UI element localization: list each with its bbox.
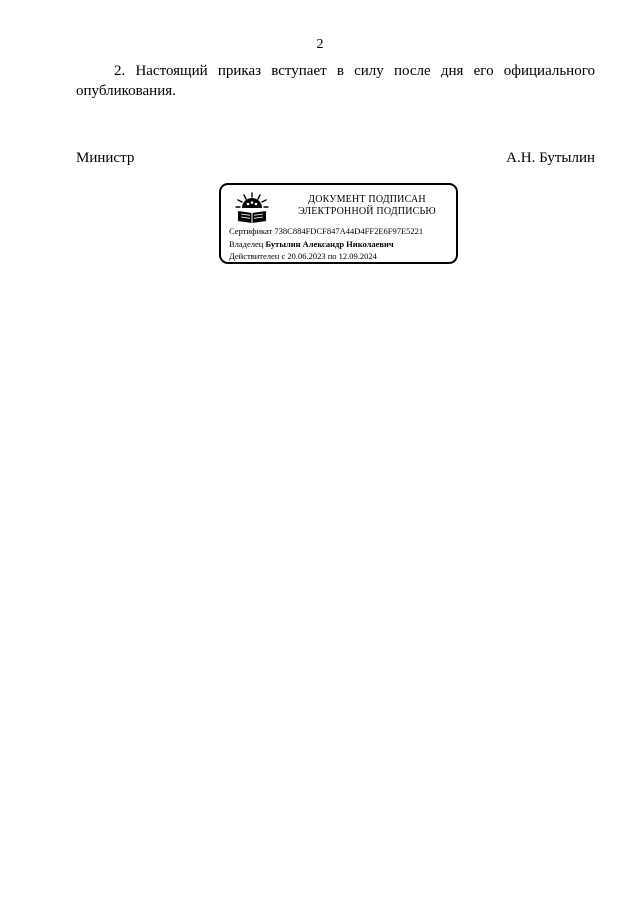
validity-to-word: по	[327, 251, 337, 261]
validity-from-word: с	[281, 251, 286, 261]
certificate-line	[229, 226, 454, 236]
certificate-value: 738C884FDCF847A44D4FF2E6F97E5221	[274, 226, 424, 236]
owner-label: Владелец	[229, 239, 264, 249]
owner-value: Бутылин Александр Николаевич	[265, 239, 394, 249]
stamp-heading-line1: ДОКУМЕНТ ПОДПИСАН	[308, 194, 426, 205]
regional-coat-of-arms-icon	[233, 191, 271, 225]
stamp-heading	[277, 194, 457, 218]
owner-line	[229, 239, 454, 249]
certificate-label: Сертификат	[229, 226, 273, 236]
validity-label: Действителен	[229, 251, 280, 261]
validity-line	[229, 251, 454, 261]
signature-block	[76, 148, 595, 168]
order-paragraph: 2. Настоящий приказ вступает в силу после дня его официального опубликования.	[76, 63, 595, 99]
signatory-position: Министр	[76, 150, 135, 166]
page-number: 2	[316, 37, 324, 52]
valid-to-date: 12.09.2024	[338, 251, 377, 261]
valid-from-date: 20.06.2023	[287, 251, 326, 261]
signatory-name: А.Н. Бутылин	[506, 150, 595, 166]
electronic-signature-stamp	[219, 183, 458, 264]
stamp-heading-line2: ЭЛЕКТРОННОЙ ПОДПИСЬЮ	[298, 206, 436, 217]
